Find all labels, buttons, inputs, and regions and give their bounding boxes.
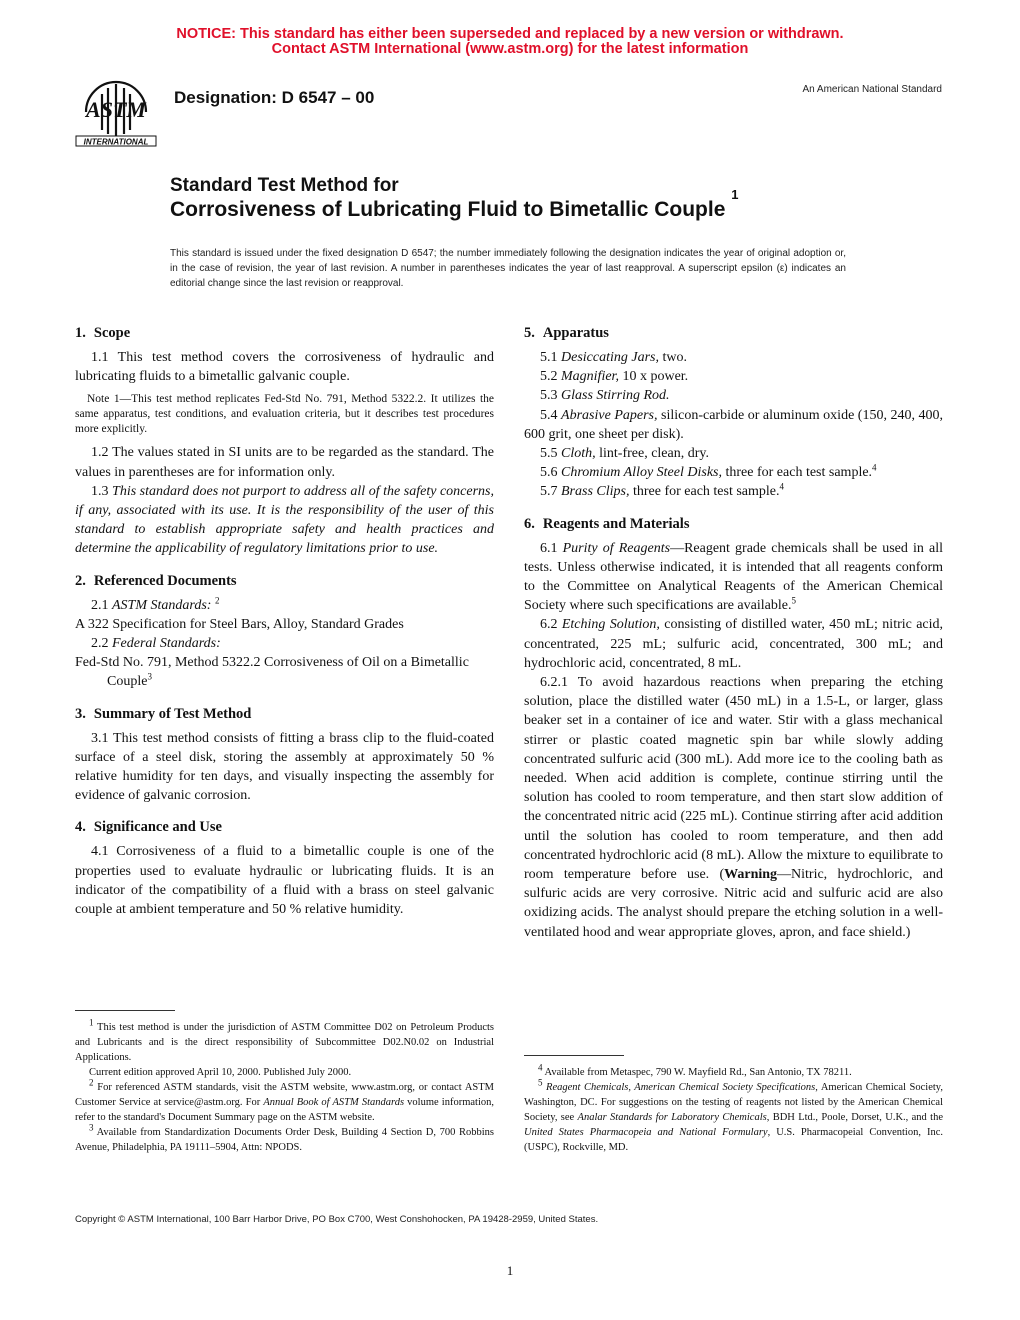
ref-fedstd: Fed-Std No. 791, Method 5322.2 Corrosiveness of Oil on a Bimetallic Couple$^3$: [75, 655, 469, 690]
paragraph-1-1: 1.1 This test method covers the corrosiveness of hydraulic and lubricating fluids to a bimetallic galvanic couple.: [75, 350, 494, 385]
footnote-rule-left: [75, 1010, 175, 1011]
apparatus-item: 5.3 Glass Stirring Rod.: [540, 388, 670, 404]
left-column: [75, 323, 494, 931]
footnote-4: $^4$ Available from Metaspec, 790 W. Mayfield Rd., San Antonio, TX 78211.: [538, 1062, 852, 1078]
designation: Designation: D 6547 – 00: [174, 88, 375, 107]
copyright: Copyright © ASTM International, 100 Barr Harbor Drive, PO Box C700, West Conshohocken, PA 19428-2959, United States.: [75, 1214, 599, 1225]
section-heading: 3. Summary of Test Method: [75, 705, 252, 722]
astm-logo: [68, 72, 164, 152]
section-heading: 4. Significance and Use: [75, 819, 222, 836]
paragraph-1-2: 1.2 The values stated in SI units are to be regarded as the standard. The values in parentheses are for information only.: [75, 445, 494, 480]
title-line-1: Standard Test Method for: [170, 175, 399, 196]
apparatus-item: 5.2 Magnifier, 10 x power.: [540, 369, 689, 385]
section-heading: 5. Apparatus: [524, 325, 609, 341]
paragraph-6-1: 6.1 Purity of Reagents—Reagent grade chemicals shall be used in all tests. Unless otherwise indicated, it is intended that all reagents conform to the Committee on Analytical Reagents of the American Chemical Society where such specifications are available.$^5$: [524, 540, 944, 614]
paragraph-1-3: 1.3 This standard does not purport to address all of the safety concerns, if any, associated with its use. It is the responsibility of the user of this standard to establish appropriate safety and health practices and determine the applicability of regulatory limitations prior to use.: [75, 483, 494, 557]
right-column: [524, 323, 943, 954]
footnote-5: $^5$ Reagent Chemicals, American Chemical Society Specifications, American Chemical Society, Washington, DC. For suggestions on the testing of reagents not listed by the American Chemical Society, see Analar Standards for Laboratory Chemicals, BDH Ltd., Poole, Dorset, U.K., and the United States Pharmacopeia and National Formulary, U.S. Pharmacopeial Convention, Inc. (USPC), Rockville, MD.: [524, 1077, 943, 1153]
apparatus-item: 5.6 Chromium Alloy Steel Disks, three for each test sample.$^4$: [540, 462, 877, 481]
paragraph-2-2: 2.2 Federal Standards:: [91, 636, 221, 652]
apparatus-list: [524, 348, 943, 502]
apparatus-item: 5.7 Brass Clips, three for each test sample.$^4$: [540, 481, 785, 500]
notice-line-1: NOTICE: This standard has either been superseded and replaced by a new version or withdrawn.: [176, 26, 844, 42]
ref-a322: A 322 Specification for Steel Bars, Alloy, Standard Grades: [75, 616, 404, 632]
section-significance: [75, 817, 494, 919]
section-referenced-documents: [75, 571, 494, 692]
apparatus-item: 5.1 Desiccating Jars, two.: [540, 350, 687, 365]
note-1: Note 1—This test method replicates Fed-Std No. 791, Method 5322.2. It utilizes the same apparatus, test conditions, and evaluation criteria, but it describes test procedures more explicitly.: [75, 393, 494, 436]
paragraph-3-1: 3.1 This test method consists of fitting a brass clip to the fluid-coated surface of a steel disk, storing the assembly at approximately 50 % relative humidity for ten days, and visually inspecting the assembly for evidence of galvanic corrosion.: [75, 730, 494, 804]
section-apparatus: [524, 323, 943, 502]
title-line-2: [170, 187, 739, 222]
apparatus-item: 5.4 Abrasive Papers, silicon-carbide or aluminum oxide (150, 240, 400, 600 grit, one sheet per disk).: [524, 407, 944, 442]
title-text: Corrosiveness of Lubricating Fluid to Bimetallic Couple: [170, 198, 726, 221]
footnote-1-b: Current edition approved April 10, 2000. Published July 2000.: [89, 1067, 352, 1078]
logo-text: ASTM: [86, 97, 146, 122]
footnotes-left: [75, 1017, 495, 1155]
paragraph-4-1: 4.1 Corrosiveness of a fluid to a bimetallic couple is one of the properties used to evaluate hydraulic or lubricating fluids. It is an indicator of the compatibility of a fluid with a brass on steel galvanic couple at ambient temperature and 50 % relative humidity.: [75, 844, 494, 918]
footnote-rule-right: [524, 1055, 624, 1056]
notice-banner: [0, 27, 1020, 57]
paragraph-6-2-1: 6.2.1 To avoid hazardous reactions when preparing the etching solution, place the distilled water (450 mL) in a 1.5-L, or larger, glass beaker set in a container of ice and water. Stir with a glass mechanical stirrer or plastic coated magnetic spin bar while slowly adding concentrated sulfuric acid (300 mL). Add more ice to the cooling bath as needed. When acid addition is complete, continue stirring until the solution has cooled to room temperature, and then start slow addition of the concentrated nitric acid (225 mL). Continue stirring after acid addition until the solution has cooled to room temperature, and then add concentrated hydrochloric acid (8 mL). Allow the mixture to equilibrate to room temperature before use. (Warning—Nitric, hydrochloric, and sulfuric acids are very corrosive. Nitric acid and sulfuric acid are also oxidizing acids. The analyst should prepare the etching solution in a well-ventilated hood and wear appropriate gloves, apron, and face shield.): [524, 675, 943, 940]
american-national-standard: An American National Standard: [802, 84, 942, 95]
section-reagents: [524, 514, 943, 942]
page-number: 1: [506, 1263, 514, 1278]
footnotes-right: [524, 1062, 943, 1155]
section-scope: [75, 323, 494, 559]
apparatus-item: 5.5 Cloth, lint-free, clean, dry.: [540, 446, 709, 462]
footnote-2: $^2$ For referenced ASTM standards, visit the ASTM website, www.astm.org, or contact ASTM Customer Service at service@astm.org. For Annual Book of ASTM Standards volume information, refer to the standard's Document Summary page on the ASTM website.: [75, 1077, 494, 1123]
section-heading: 6. Reagents and Materials: [524, 515, 690, 532]
footnote-1: $^1$ This test method is under the jurisdiction of ASTM Committee D02 on Petroleum Products and Lubricants and is the direct responsibility of Subcommittee D02.N0.02 on Industrial Applications.: [75, 1017, 495, 1063]
logo-caption: INTERNATIONAL: [83, 137, 149, 147]
footnote-3: $^3$ Available from Standardization Documents Order Desk, Building 4 Section D, 700 Robbins Avenue, Philadelphia, PA 19111–5904, Attn: NPODS.: [75, 1122, 495, 1153]
paragraph-6-2: 6.2 Etching Solution, consisting of distilled water, 450 mL; nitric acid, concentrated, 225 mL; sulfuric acid, concentrated, 300 mL; and hydrochloric acid, concentrated, 8 mL.: [524, 617, 944, 671]
paragraph-2-1: 2.1 ASTM Standards: $^2$: [91, 594, 220, 613]
section-summary: [75, 704, 494, 806]
section-heading: 2. Referenced Documents: [75, 572, 237, 589]
title-footnote-ref: 1: [731, 187, 739, 202]
section-heading: 1. Scope: [75, 325, 131, 341]
issued-note: This standard is issued under the fixed designation D 6547; the number immediately following the designation indicates the year of original adoption or, in the case of revision, the year of last revision. A number in parentheses indicates the year of last reapproval. A superscript epsilon (ε) indicates an editorial change since the last revision or reapproval.: [170, 248, 846, 289]
notice-line-2: Contact ASTM International (www.astm.org) for the latest information: [271, 41, 749, 57]
